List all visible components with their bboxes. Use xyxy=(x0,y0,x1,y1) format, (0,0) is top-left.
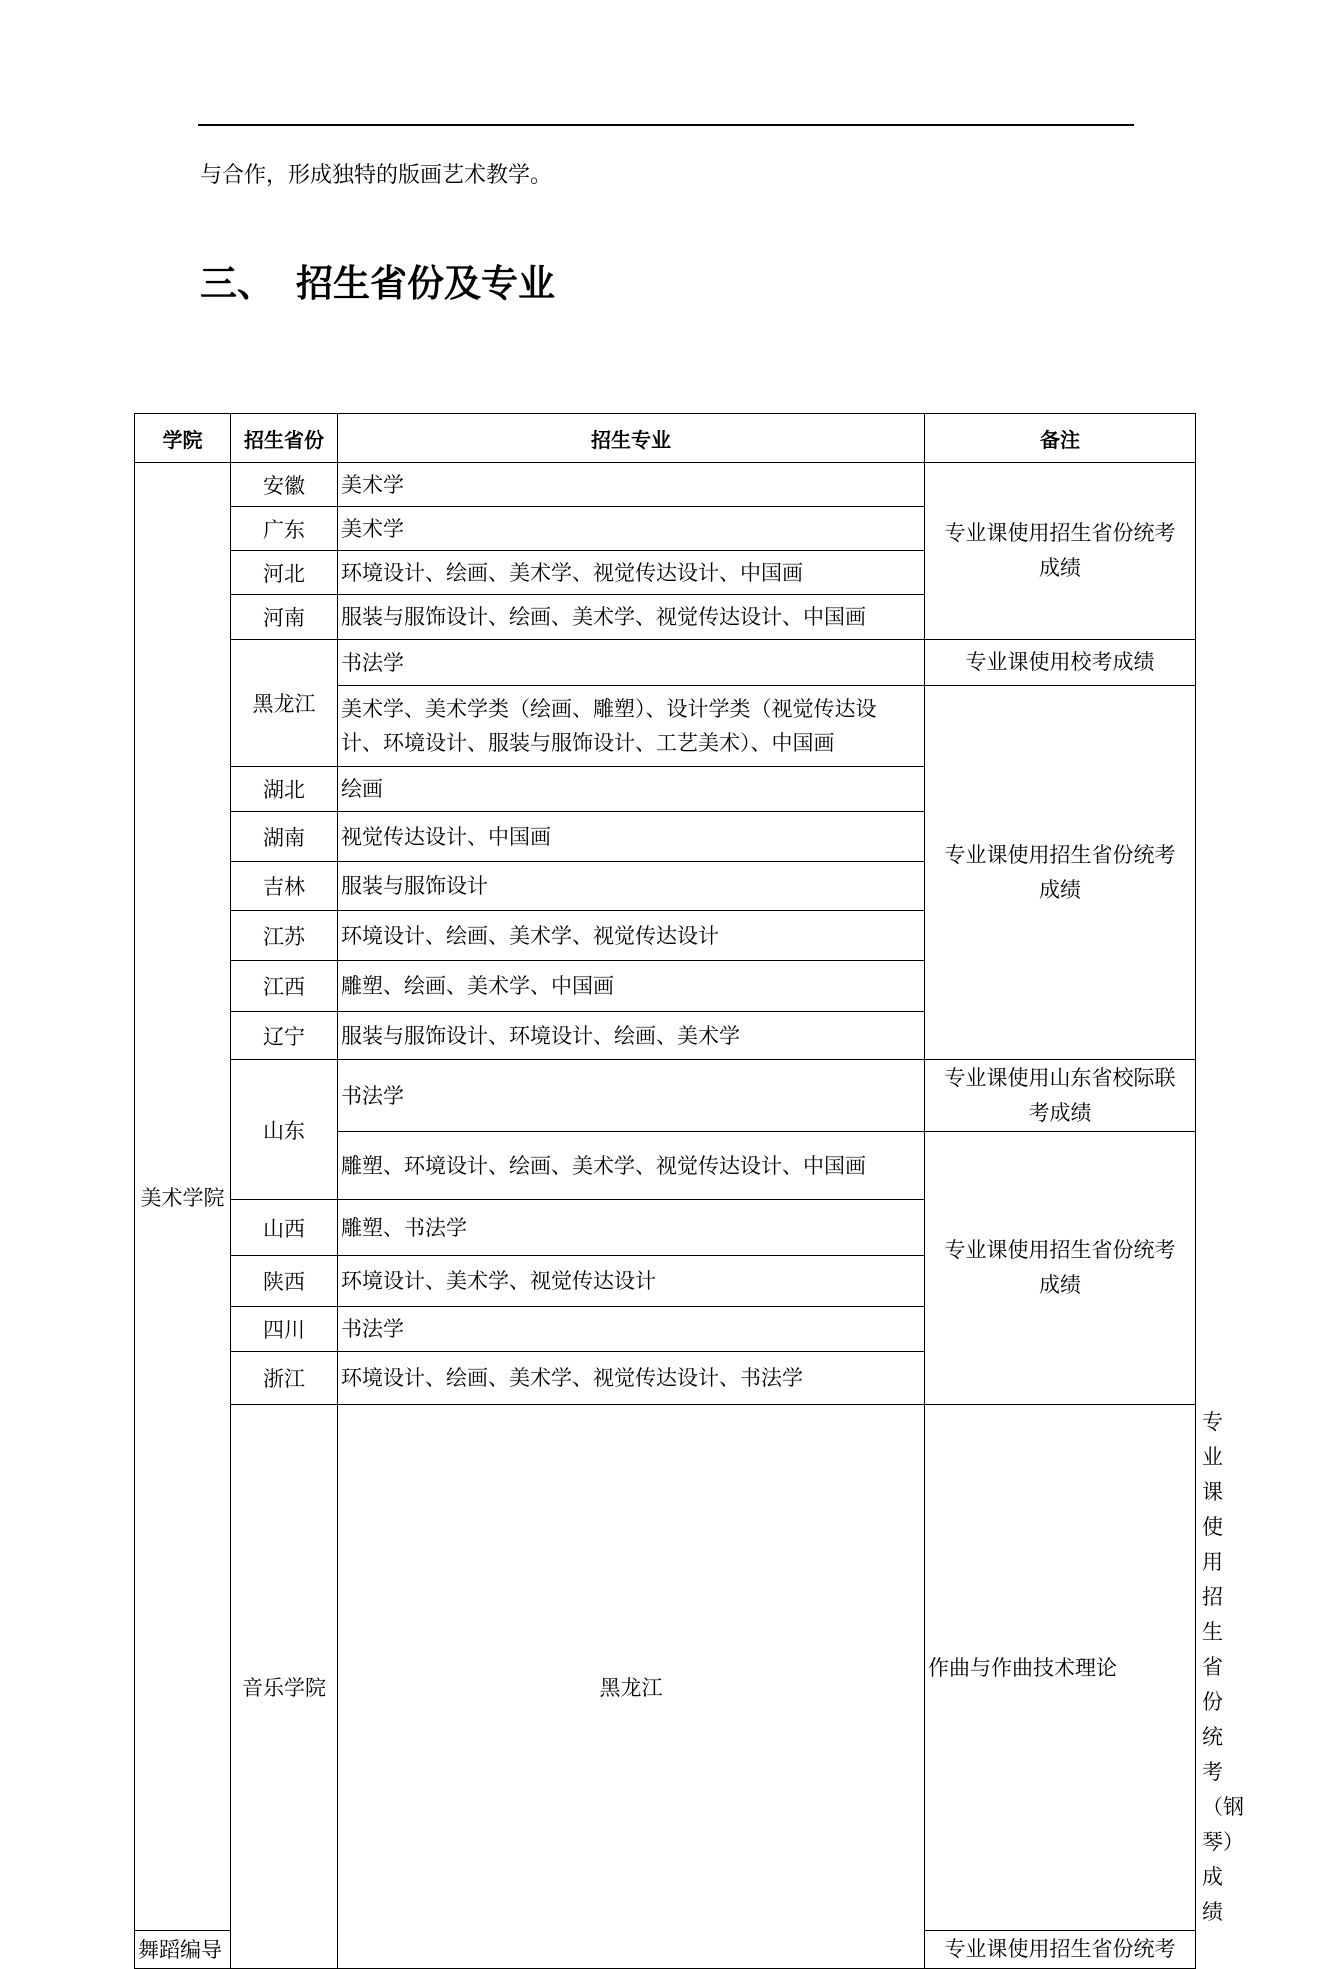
table-row xyxy=(135,463,1196,507)
province-cell: 山西 xyxy=(231,1200,338,1256)
note-cell xyxy=(925,686,1196,1060)
province-cell: 辽宁 xyxy=(231,1012,338,1060)
note-line: 专业课使用招生省份统考 xyxy=(944,1238,1176,1262)
table-row xyxy=(135,640,1196,686)
major-cell: 书法学 xyxy=(338,1307,925,1352)
major-cell: 美术学 xyxy=(338,463,925,507)
header-college: 学院 xyxy=(135,414,231,463)
province-cell: 湖北 xyxy=(231,767,338,812)
province-cell: 河北 xyxy=(231,551,338,595)
province-cell: 江苏 xyxy=(231,911,338,961)
major-cell: 书法学 xyxy=(338,640,925,686)
section-number: 三、 xyxy=(200,262,274,305)
paragraph-text: 与合作，形成独特的版画艺术教学。 xyxy=(200,163,553,188)
header-province: 招生省份 xyxy=(231,414,338,463)
major-cell: 环境设计、绘画、美术学、视觉传达设计、书法学 xyxy=(338,1352,925,1405)
header-rule xyxy=(198,124,1134,126)
province-cell: 江西 xyxy=(231,961,338,1012)
major-cell: 作曲与作曲技术理论 xyxy=(925,1405,1196,1931)
header-major: 招生专业 xyxy=(338,414,925,463)
province-cell: 四川 xyxy=(231,1307,338,1352)
major-cell xyxy=(338,686,925,767)
section-heading xyxy=(200,258,555,310)
major-cell: 雕塑、绘画、美术学、中国画 xyxy=(338,961,925,1012)
major-cell: 环境设计、美术学、视觉传达设计 xyxy=(338,1256,925,1307)
major-cell: 服装与服饰设计、绘画、美术学、视觉传达设计、中国画 xyxy=(338,595,925,640)
major-cell: 服装与服饰设计 xyxy=(338,862,925,911)
note-line: 专业课使用招生省份统考 xyxy=(944,842,1176,867)
province-cell: 陕西 xyxy=(231,1256,338,1307)
major-cell: 服装与服饰设计、环境设计、绘画、美术学 xyxy=(338,1012,925,1060)
section-title: 招生省份及专业 xyxy=(296,262,555,305)
major-cell: 视觉传达设计、中国画 xyxy=(338,812,925,862)
major-cell: 书法学 xyxy=(338,1060,925,1132)
enrollment-table xyxy=(134,413,1244,1969)
header-note: 备注 xyxy=(925,414,1196,463)
college-cell: 音乐学院 xyxy=(231,1405,338,1969)
table-row xyxy=(135,1060,1196,1132)
province-cell: 山东 xyxy=(231,1060,338,1200)
province-cell: 河南 xyxy=(231,595,338,640)
province-cell: 黑龙江 xyxy=(338,1405,925,1969)
province-cell: 黑龙江 xyxy=(231,640,338,767)
note-line: 成绩 xyxy=(1039,556,1081,580)
note-cell xyxy=(925,1060,1196,1132)
note-line: 专业课使用招生省份统考 xyxy=(944,521,1176,545)
province-cell: 广东 xyxy=(231,507,338,551)
province-cell: 湖南 xyxy=(231,812,338,862)
major-line: 计、环境设计、服装与服饰设计、工艺美术）、中国画 xyxy=(341,731,835,755)
table-header-row xyxy=(135,414,1196,463)
major-cell: 环境设计、绘画、美术学、视觉传达设计 xyxy=(338,911,925,961)
major-cell: 环境设计、绘画、美术学、视觉传达设计、中国画 xyxy=(338,551,925,595)
province-cell: 吉林 xyxy=(231,862,338,911)
college-cell: 美术学院 xyxy=(135,463,231,1931)
major-cell: 舞蹈编导 xyxy=(135,1931,231,1969)
note-cell xyxy=(925,1132,1196,1405)
major-cell: 雕塑、书法学 xyxy=(338,1200,925,1256)
province-cell: 浙江 xyxy=(231,1352,338,1405)
note-line: 成绩 xyxy=(1039,1273,1081,1297)
major-cell: 雕塑、环境设计、绘画、美术学、视觉传达设计、中国画 xyxy=(338,1132,925,1200)
note-line: 专业课使用招生省份统考 xyxy=(944,1937,1176,1961)
major-cell: 美术学 xyxy=(338,507,925,551)
major-line: 美术学、美术学类（绘画、雕塑）、设计学类（视觉传达设 xyxy=(341,697,877,721)
major-cell: 绘画 xyxy=(338,767,925,812)
note-cell xyxy=(925,640,1196,686)
note-cell xyxy=(925,1931,1196,1969)
table-row: 音乐学院 黑龙江 作曲与作曲技术理论 专业课使用招生省份统考 （钢琴）成绩 xyxy=(135,1405,1196,1931)
note-line: 成绩 xyxy=(1039,877,1081,902)
note-line: 考成绩 xyxy=(1028,1100,1092,1125)
province-cell: 安徽 xyxy=(231,463,338,507)
note-line: 专业课使用校考成绩 xyxy=(965,650,1155,674)
note-line: 专业课使用山东省校际联 xyxy=(944,1065,1176,1090)
note-cell xyxy=(925,463,1196,640)
